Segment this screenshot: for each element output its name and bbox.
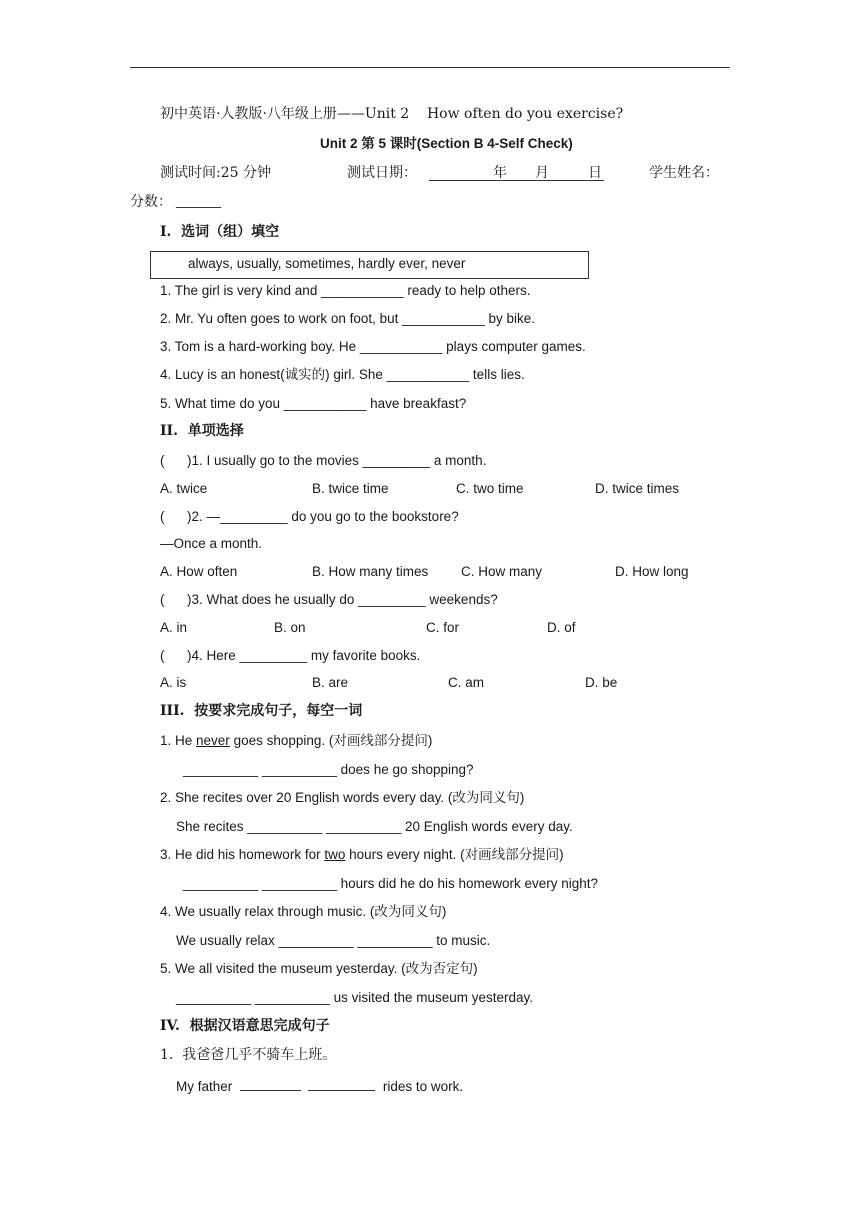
q4-stem: ( )4. Here _________ my favorite books. xyxy=(160,648,421,663)
test-date-field xyxy=(429,164,604,181)
q1-option-d: D. twice times xyxy=(595,481,680,496)
q3-option-b: B. on xyxy=(274,620,306,635)
score-label: 分数： xyxy=(130,194,172,210)
s4-item-1-en xyxy=(176,1076,463,1096)
s3-item-3-post: hours every night. (对画线部分提问) xyxy=(345,847,564,862)
q2-reply: —Once a month. xyxy=(160,536,263,551)
q2-stem: ( )2. —_________ do you go to the bookstore? xyxy=(160,509,459,524)
section3-heading: III. 按要求完成句子，每空一词 xyxy=(160,703,363,719)
q1-option-c: C. two time xyxy=(456,481,524,496)
s3-item-1-underlined: never xyxy=(196,733,230,748)
q3-option-c: C. for xyxy=(426,620,460,635)
s3-item-4-answer: We usually relax __________ __________ to music. xyxy=(176,933,491,948)
word-box-text: always, usually, sometimes, hardly ever, never xyxy=(188,256,466,271)
s3-item-3-pre: 3. He did his homework for xyxy=(160,847,325,862)
date-day: 日 xyxy=(588,165,602,181)
q1-option-a: A. twice xyxy=(160,481,208,496)
s3-item-2: 2. She recites over 20 English words every day. (改为同义句) xyxy=(160,790,525,805)
header-rule xyxy=(130,67,730,68)
q4-option-d: D. be xyxy=(585,675,618,690)
s3-item-5-answer: __________ __________ us visited the museum yesterday. xyxy=(176,990,533,1005)
lesson-title: Unit 2 第 5 课时(Section B 4-Self Check) xyxy=(320,136,573,151)
s1-item-4: 4. Lucy is an honest(诚实的) girl. She ___________ tells lies. xyxy=(160,367,525,382)
s1-item-2: 2. Mr. Yu often goes to work on foot, but ___________ by bike. xyxy=(160,311,536,326)
q1-option-b: B. twice time xyxy=(312,481,389,496)
s3-item-5: 5. We all visited the museum yesterday. (改为否定句) xyxy=(160,961,478,976)
s4-item-1-post: rides to work. xyxy=(382,1079,464,1094)
section2-heading: II. 单项选择 xyxy=(160,423,244,439)
q4-option-a: A. is xyxy=(160,675,187,690)
s4-blank-2 xyxy=(308,1076,375,1091)
q2-option-d: D. How long xyxy=(615,564,689,579)
section4-heading: IV. 根据汉语意思完成句子 xyxy=(160,1018,330,1034)
s3-item-3 xyxy=(160,846,564,864)
s3-item-3-underlined: two xyxy=(324,847,346,862)
s3-item-4: 4. We usually relax through music. (改为同义句) xyxy=(160,904,447,919)
s3-item-1-answer: __________ __________ does he go shopping? xyxy=(183,762,474,777)
q2-option-b: B. How many times xyxy=(312,564,429,579)
s3-item-1-post: goes shopping. (对画线部分提问) xyxy=(229,733,433,748)
course-title: 初中英语·人教版·八年级上册——Unit 2 How often do you exercise? xyxy=(160,106,624,122)
s3-item-2-answer: She recites __________ __________ 20 English words every day. xyxy=(176,819,573,834)
q3-option-d: D. of xyxy=(547,620,576,635)
q4-option-b: B. are xyxy=(312,675,349,690)
q3-option-a: A. in xyxy=(160,620,188,635)
s3-item-3-answer: __________ __________ hours did he do his homework every night? xyxy=(183,876,599,891)
score-blank: ______ xyxy=(176,193,222,208)
date-month: 月 xyxy=(535,165,549,181)
student-name-label: 学生姓名： xyxy=(649,165,719,181)
s1-item-1: 1. The girl is very kind and ___________ ready to help others. xyxy=(160,283,531,298)
s4-item-1-cn: 1. 我爸爸几乎不骑车上班。 xyxy=(160,1047,337,1063)
q4-option-c: C. am xyxy=(448,675,485,690)
q1-stem: ( )1. I usually go to the movies _________ a month. xyxy=(160,453,487,468)
s3-item-1-pre: 1. He xyxy=(160,733,197,748)
s4-item-1-pre: My father xyxy=(176,1079,233,1094)
s1-item-5: 5. What time do you ___________ have breakfast? xyxy=(160,396,467,411)
section1-heading: I. 选词（组）填空 xyxy=(160,224,280,240)
q3-stem: ( )3. What does he usually do _________ weekends? xyxy=(160,592,498,607)
test-time: 测试时间:25 分钟 xyxy=(160,165,271,181)
s1-item-3: 3. Tom is a hard-working boy. He ___________ plays computer games. xyxy=(160,339,586,354)
word-box xyxy=(150,251,589,279)
q2-option-a: A. How often xyxy=(160,564,238,579)
test-date-label: 测试日期： xyxy=(347,165,417,181)
date-year: 年 xyxy=(493,165,507,181)
s3-item-1 xyxy=(160,732,432,750)
q2-option-c: C. How many xyxy=(461,564,543,579)
s4-blank-1 xyxy=(240,1076,301,1091)
